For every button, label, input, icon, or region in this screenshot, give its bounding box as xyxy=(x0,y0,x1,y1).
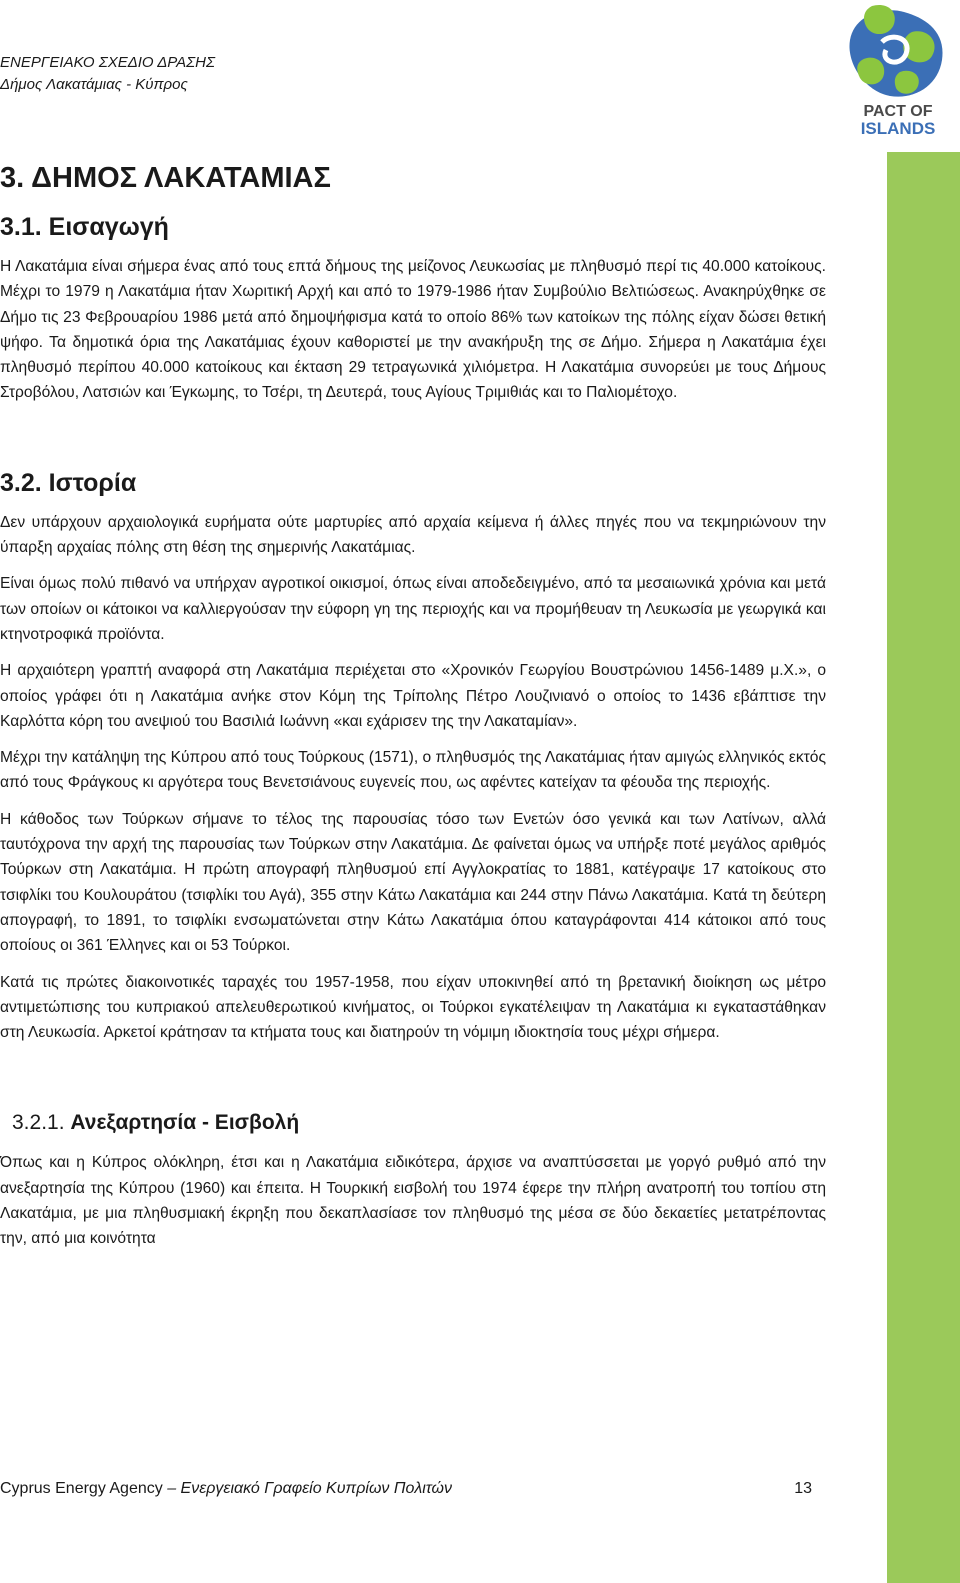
history-paragraph: Η κάθοδος των Τούρκων σήμανε το τέλος της παρουσίας τόσο των Ενετών όσο γενικά και των Λατίνων, αλλά ταυτόχρονα την αρχή της παρουσίας των Τούρκων στην Λακατάμια. Δε φαίνεται όμως να υπήρξε ποτέ μεγάλος αριθμός Τούρκων στη Λακατάμια. Η πρώτη απογραφή πληθυσμού επί Αγγλοκρατίας το 1881, κατέγραψε 17 κατοίκους στο τσιφλίκι του Κουλουράτου (τσιφλίκι του Αγά), 355 στην Κάτω Λακατάμια και 244 στην Πάνω Λακατάμια. Κατά τη δεύτερη απογραφή, το 1891, το τσιφλίκι ενσωματώνεται στην Κάτω Λακατάμια όπου καταγράφονται 414 κάτοικοι από τους οποίους οι 361 Έλληνες και οι 53 Τούρκοι. xyxy=(0,810,826,955)
header-subtitle: Δήμος Λακατάμιας - Κύπρος xyxy=(0,76,188,93)
page-footer xyxy=(0,1478,812,1500)
subsection-number: 3.2.1. xyxy=(12,1111,65,1135)
footer-subtitle: Ενεργειακό Γραφείο Κυπρίων Πολιτών xyxy=(180,1480,453,1497)
footer-dash: – xyxy=(162,1480,181,1497)
page-number: 13 xyxy=(794,1480,812,1497)
document-header xyxy=(0,52,215,96)
history-heading: 3.2. Ιστορία xyxy=(0,468,137,497)
page-content xyxy=(0,158,826,1263)
pact-of-islands-logo xyxy=(842,2,954,140)
history-paragraph: Μέχρι την κατάληψη της Κύπρου από τους Τούρκους (1571), ο πληθυσμός της Λακατάμιας ήταν αμιγώς ελληνικός εκτός από τους Φράγκους κι αργότερα τους Βενετσιάνους ευγενείς που, ως αφέντες κατείχαν τα φέουδα της περιοχής. xyxy=(0,749,826,792)
history-paragraph: Είναι όμως πολύ πιθανό να υπήρχαν αγροτικοί οικισμοί, όπως είναι αποδεδειγμένο, από τα μεσαιωνικά χρόνια και μετά των οποίων οι κάτοικοι να καλλιεργούσαν την εύφορη γη της περιοχής και να προμήθευαν τη Λευκωσία με γεωργικά και κτηνοτροφικά προϊόντα. xyxy=(0,575,826,643)
intro-heading: 3.1. Εισαγωγή xyxy=(0,213,169,241)
logo-text-line1: PACT OF xyxy=(863,103,933,120)
green-sidebar xyxy=(887,152,960,1583)
history-paragraph: Κατά τις πρώτες διακοινοτικές ταραχές του 1957-1958, που είχαν υποκινηθεί από τη βρετανική διοίκηση ως μέτρο αντιμετώπισης του κυπριακού απελευθερωτικού κινήματος, οι Τούρκοι εγκατέλειψαν τη Λακατάμια κι εγκαταστάθηκαν στη Λευκωσία. Αρκετοί κράτησαν τα κτήματα τους και διατηρούν τη νόμιμη ιδιοκτησία τους μέχρι σήμερα. xyxy=(0,973,826,1042)
subsection-heading xyxy=(12,1108,826,1138)
subsection-paragraph: Όπως και η Κύπρος ολόκληρη, έτσι και η Λακατάμια ειδικότερα, άρχισε να αναπτύσσεται με γοργό ρυθμό από την ανεξαρτησία της Κύπρου (1960) και έπειτα. Η Τουρκική εισβολή του 1974 έφερε την πλήρη ανατροπή του τοπίου στη Λακατάμια, με μια πληθυσμιακή έκρηξη που δεκαπλασίασε τον πληθυσμό της μέσα σε δύο δεκαετίες μετατρέποντας την, από μια κοινότητα xyxy=(0,1154,826,1248)
intro-paragraph: Η Λακατάμια είναι σήμερα ένας από τους επτά δήμους της μείζονος Λευκωσίας με πληθυσμό περί τις 40.000 κατοίκους. Μέχρι το 1979 η Λακατάμια ήταν Χωριτική Αρχή και από το 1979-1986 ήταν Συμβούλιο Βελτιώσεως. Ανακηρύχθηκε σε Δήμο τις 23 Φεβρουαρίου 1986 μετά από δημοψήφισμα κατά το οποίο 86% των κατοίκων της πόλης είχαν δώσει θετική ψήφο. Τα δημοτικά όρια της Λακατάμιας έχουν καθοριστεί με την ανακήρυξη της σε Δήμο. Σήμερα η Λακατάμια έχει πληθυσμό περίπου 40.000 κατοίκους και έκταση 29 τετραγωνικά χιλιόμετρα. Η Λακατάμια συνορεύει με τους Δήμους Στροβόλου, Λατσιών και Έγκωμης, το Τσέρι, τη Δευτερά, τους Αγίους Τριμιθιάς και το Παλιομέτοχο. xyxy=(0,258,826,402)
logo-text-line2: ISLANDS xyxy=(860,119,936,138)
footer-agency: Cyprus Energy Agency xyxy=(0,1480,163,1497)
logo-green-shape-3 xyxy=(857,58,884,85)
logo-green-shape-1 xyxy=(864,5,895,34)
header-title: ΕΝΕΡΓΕΙΑΚΟ ΣΧΕΔΙΟ ΔΡΑΣΗΣ xyxy=(0,54,215,71)
subsection-title: Ανεξαρτησία - Εισβολή xyxy=(70,1111,300,1135)
section-heading: 3. ΔΗΜΟΣ ΛΑΚΑΤΑΜΙΑΣ xyxy=(0,162,331,194)
history-paragraph: Δεν υπάρχουν αρχαιολογικά ευρήματα ούτε μαρτυρίες από αρχαία κείμενα ή άλλες πηγές που να τεκμηριώνουν την ύπαρξη αρχαίας πόλης στη θέση της σημερινής Λακατάμιας. xyxy=(0,513,826,557)
history-paragraph: Η αρχαιότερη γραπτή αναφορά στη Λακατάμια περιέχεται στο «Χρονικόν Γεωργίου Βουστρώνιου 1456-1489 μ.Χ.», ο οποίος γράφει ότι η Λακατάμια ανήκε στον Κόμη της Τρίπολης Πέτρο Λουζινιανό ο οποίος το 1436 εβάπτισε την Καρλόττα κόρη του ανεψιού του Βασιλιά Ιωάννη «και εχάρισεν της την Λακαταμίαν». xyxy=(0,662,826,730)
